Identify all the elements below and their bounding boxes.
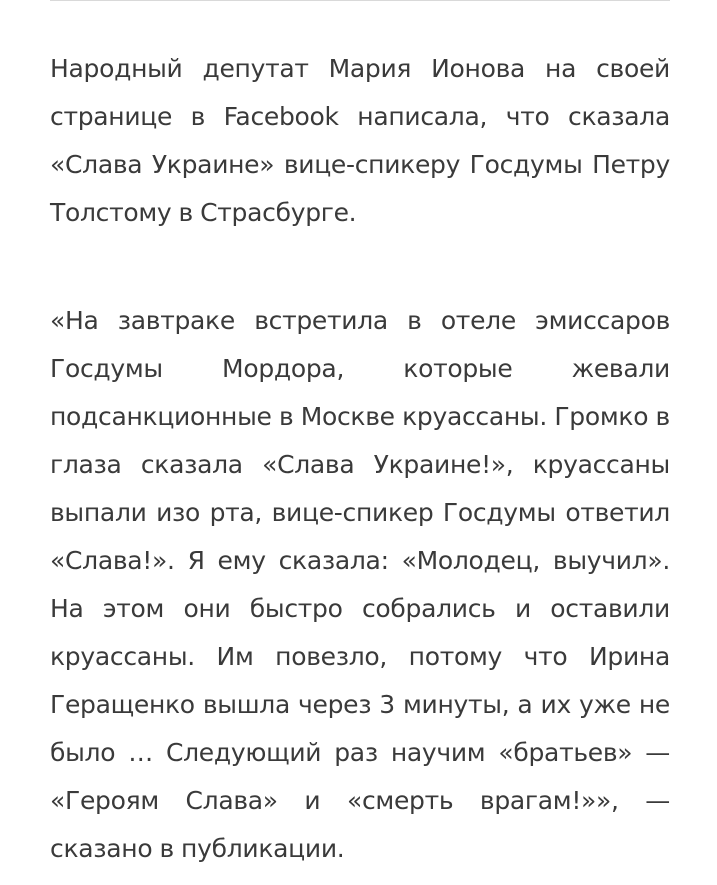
article-paragraph-intro: Народный депутат Мария Ионова на своей странице в Facebook написала, что сказала «Слава Украине» вице-спикеру Госдумы Петру Толстому в Страсбурге. (50, 54, 670, 227)
article-body (50, 45, 670, 873)
article-paragraph-quote: «На завтраке встретила в отеле эмиссаров Госдумы Мордора, которые жевали подсанкционные в Москве круассаны. Громко в глаза сказала «Слава Украине!», круассаны выпали изо рта, вице-спикер Госдумы ответил «Слава!». Я ему сказала: «Молодец, выучил». На этом они быстро собрались и оставили круассаны. Им повезло, потому что Ирина Геращенко вышла через 3 минуты, а их уже не было … Следующий раз научим «братьев» — «Героям Слава» и «смерть врагам!»», — сказано в публикации. (50, 306, 670, 863)
top-divider (50, 0, 670, 1)
